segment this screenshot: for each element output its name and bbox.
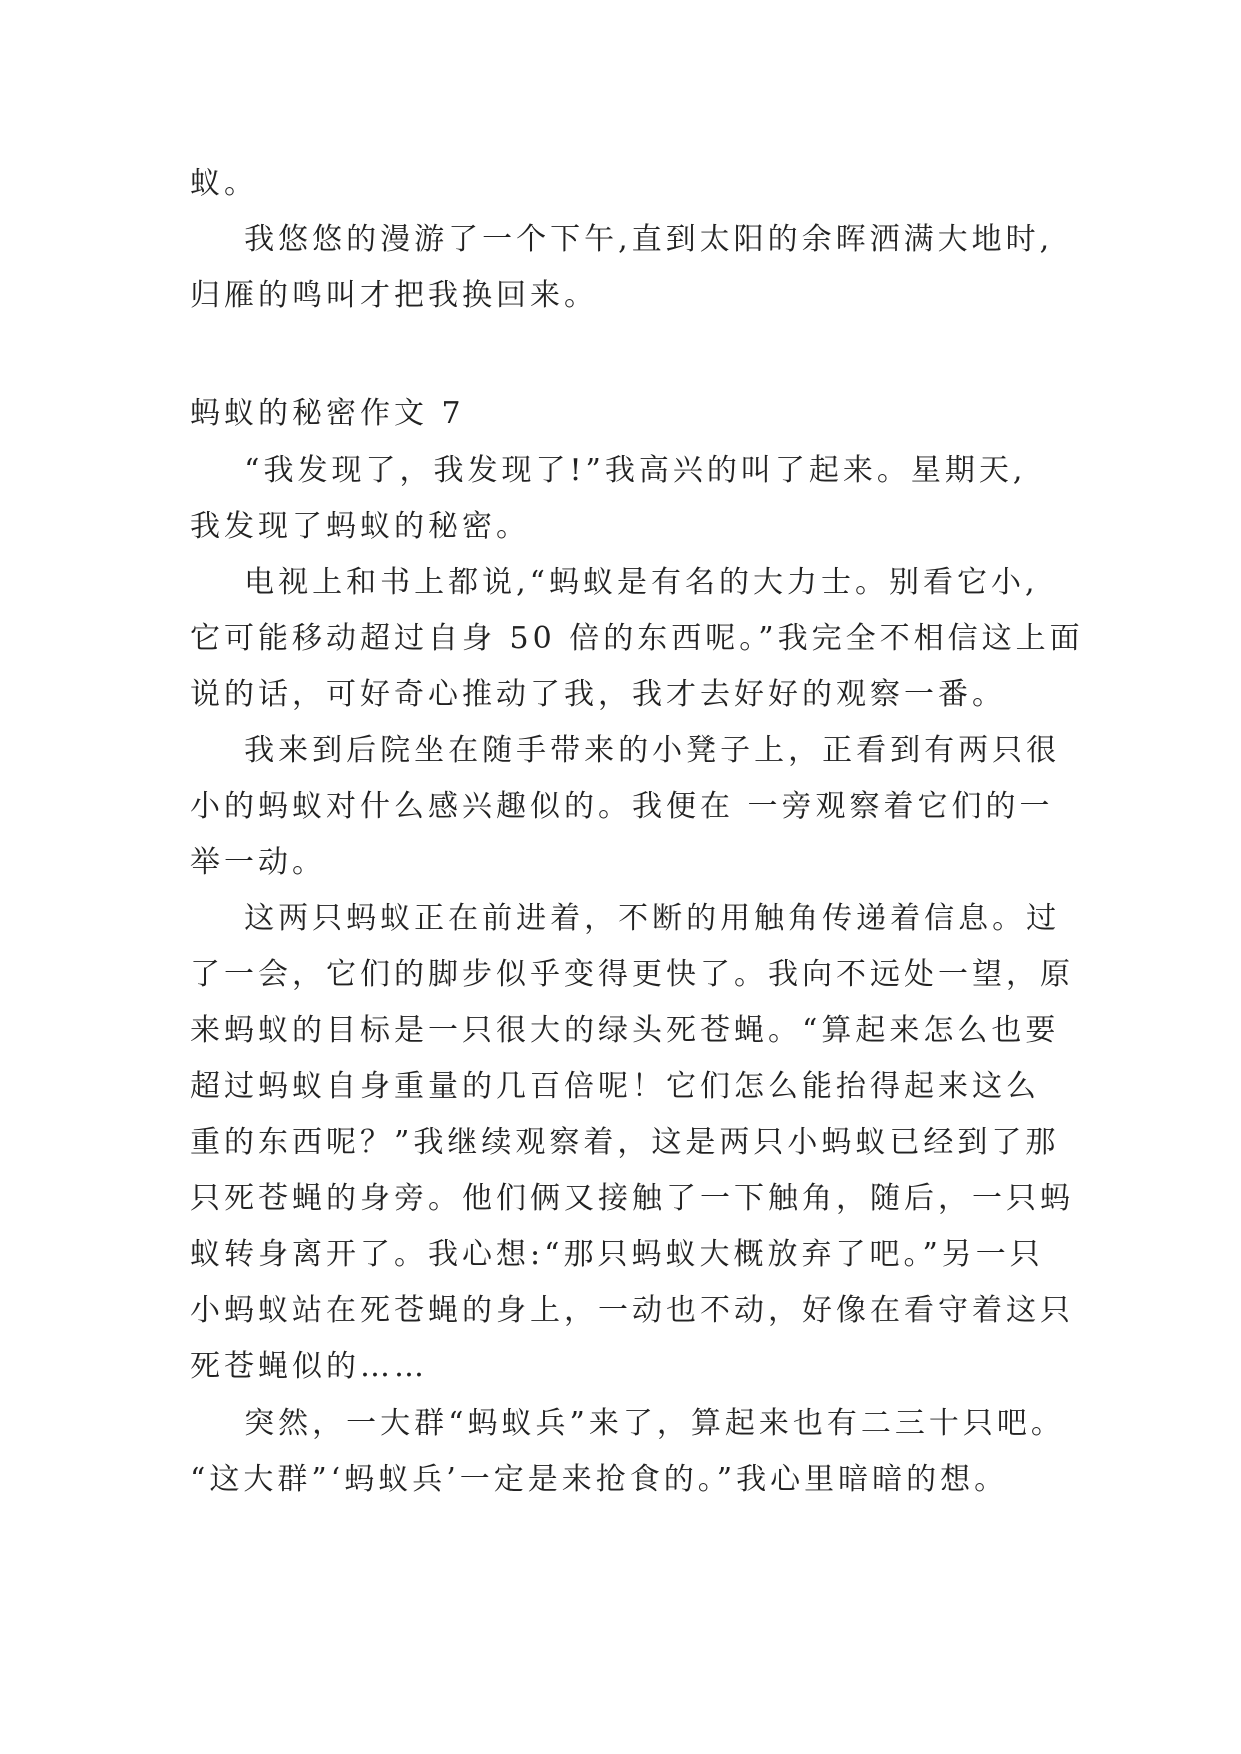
text-line: 了一会，它们的脚步似乎变得更快了。我向不远处一望，原 [190,957,1074,992]
text-line: 只死苍蝇的身旁。他们俩又接触了一下触角，随后，一只蚂 [190,1181,1074,1216]
text-line: 我悠悠的漫游了一个下午,直到太阳的余晖洒满大地时, [190,222,1054,257]
text-line: 小的蚂蚁对什么感兴趣似的。我便在 一旁观察着它们的一 [190,789,1054,824]
text-line: 突然，一大群“蚂蚁兵”来了，算起来也有二三十只吧。 [190,1406,1065,1441]
text-line: 蚁。 [190,166,258,201]
text-line: 举一动。 [190,845,326,880]
section-heading: 蚂蚁的秘密作文 7 [190,396,465,431]
text-line: 归雁的鸣叫才把我换回来。 [190,278,598,313]
text-line: 电视上和书上都说,“蚂蚁是有名的大力士。别看它小, [190,565,1039,600]
text-line: 死苍蝇似的…… [190,1349,428,1384]
text-line: 我来到后院坐在随手带来的小凳子上，正看到有两只很 [190,733,1061,768]
text-line: 它可能移动超过自身 50 倍的东西呢。”我完全不相信这上面 [190,621,1084,656]
text-line: 重的东西呢？”我继续观察着，这是两只小蚂蚁已经到了那 [190,1125,1060,1160]
text-line: 来蚂蚁的目标是一只很大的绿头死苍蝇。“算起来怎么也要 [190,1013,1060,1048]
text-line: 超过蚂蚁自身重量的几百倍呢！它们怎么能抬得起来这么 [190,1069,1040,1104]
text-line: 小蚂蚁站在死苍蝇的身上，一动也不动，好像在看守着这只 [190,1293,1074,1328]
text-line: 蚁转身离开了。我心想:“那只蚂蚁大概放弃了吧。”另一只 [190,1237,1044,1272]
text-line: 说的话，可好奇心推动了我，我才去好好的观察一番。 [190,677,1006,712]
text-line: “我发现了，我发现了!”我高兴的叫了起来。星期天, [190,453,1027,488]
text-line: “这大群”‘蚂蚁兵’一定是来抢食的。”我心里暗暗的想。 [190,1462,1009,1497]
text-line: 我发现了蚂蚁的秘密。 [190,509,530,544]
text-line: 这两只蚂蚁正在前进着，不断的用触角传递着信息。过 [190,901,1061,936]
